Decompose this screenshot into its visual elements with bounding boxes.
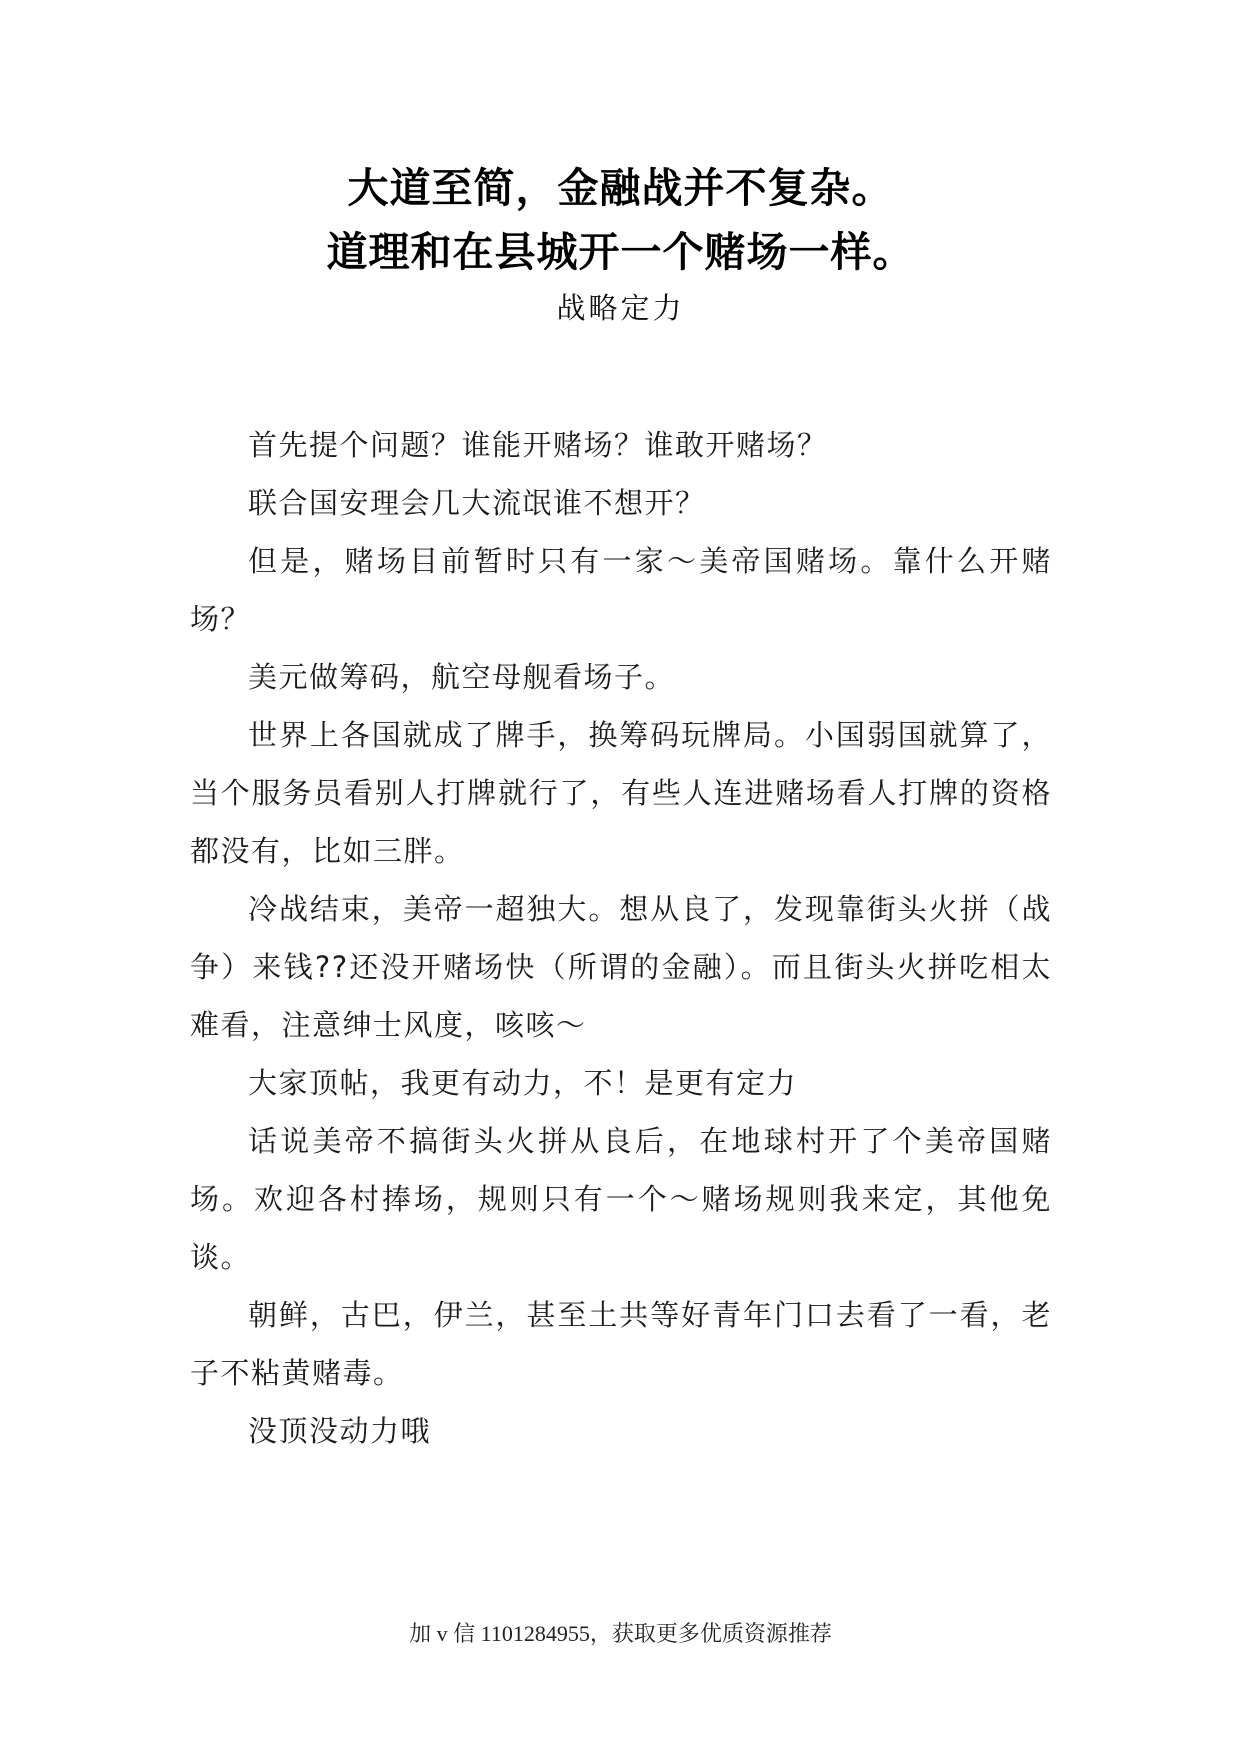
page-footer: 加 v 信 1101284955，获取更多优质资源推荐 bbox=[409, 1621, 832, 1646]
paragraph: 朝鲜，古巴，伊兰，甚至土共等好青年门口去看了一看，老子不粘黄赌毒。 bbox=[190, 1298, 1052, 1390]
paragraph: 联合国安理会几大流氓谁不想开？ bbox=[248, 486, 706, 520]
title-line-2: 道理和在县城开一个赌场一样。 bbox=[326, 228, 915, 276]
paragraph: 大家顶帖，我更有动力，不！是更有定力 bbox=[248, 1066, 798, 1100]
author-name: 战略定力 bbox=[556, 291, 685, 325]
paragraph: 首先提个问题？谁能开赌场？谁敢开赌场？ bbox=[248, 428, 828, 462]
title-line-1: 大道至简，金融战并不复杂。 bbox=[347, 164, 894, 212]
article-body bbox=[190, 416, 1052, 1460]
paragraph: 没顶没动力哦 bbox=[248, 1414, 432, 1448]
paragraph: 美元做筹码，航空母舰看场子。 bbox=[248, 660, 676, 694]
paragraph: 世界上各国就成了牌手，换筹码玩牌局。小国弱国就算了，当个服务员看别人打牌就行了，有些人连进赌场看人打牌的资格都没有，比如三胖。 bbox=[190, 718, 1052, 868]
paragraph: 但是，赌场目前暂时只有一家～美帝国赌场。靠什么开赌场？ bbox=[190, 544, 1052, 636]
paragraph: 话说美帝不搞街头火拼从良后，在地球村开了个美帝国赌场。欢迎各村捧场，规则只有一个～赌场规则我来定，其他免谈。 bbox=[190, 1124, 1052, 1274]
paragraph: 冷战结束，美帝一超独大。想从良了，发现靠街头火拼（战争）来钱??还没开赌场快（所谓的金融）。而且街头火拼吃相太难看，注意绅士风度，咳咳～ bbox=[190, 892, 1052, 1042]
